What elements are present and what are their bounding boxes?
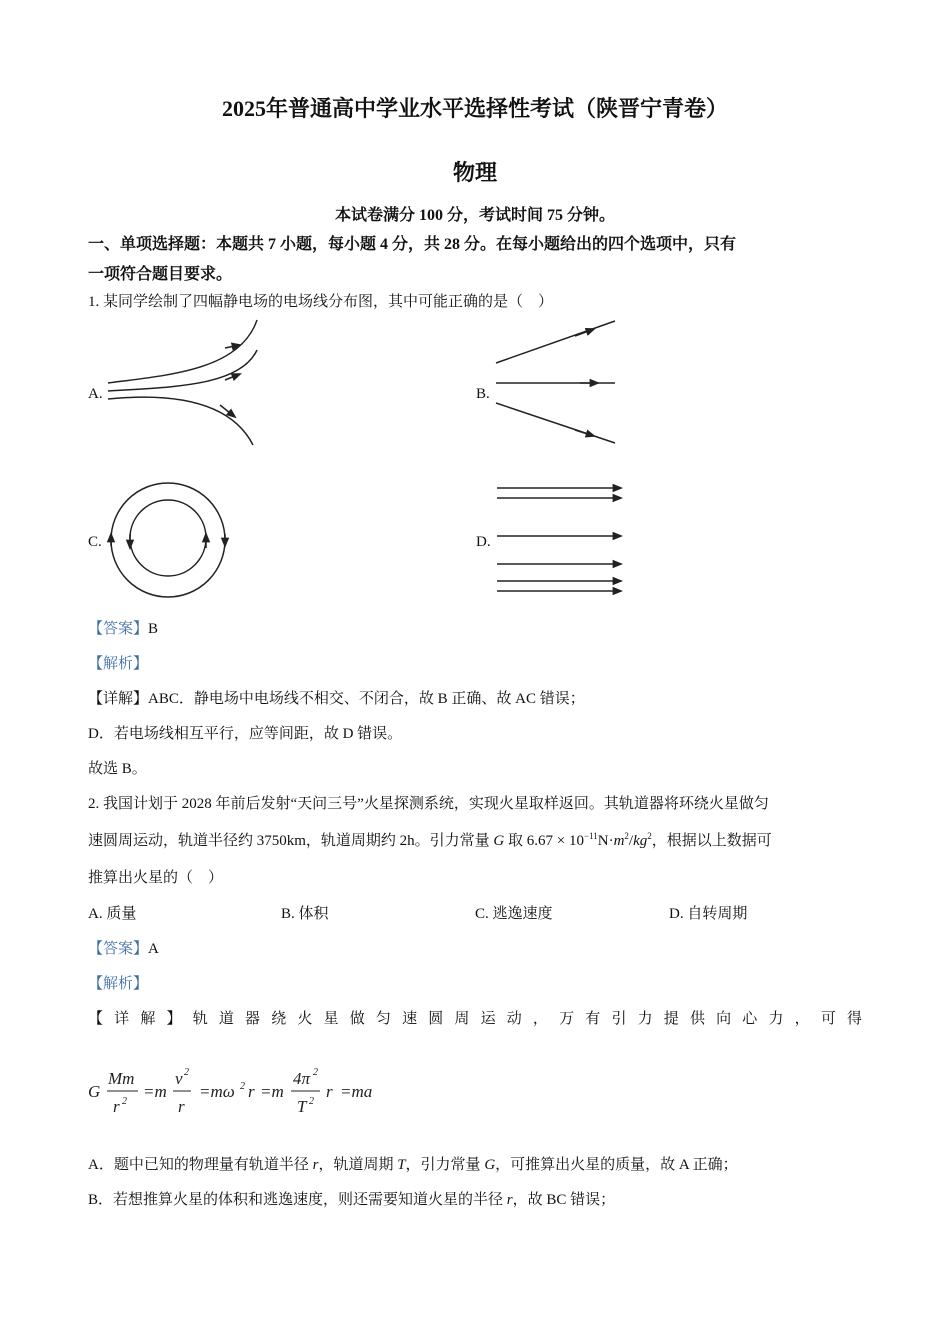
eq-G: G [88, 1082, 101, 1101]
q1-option-d-label: D. [476, 534, 491, 550]
figure-d-field-lines [495, 478, 630, 603]
eq-r-den: r [178, 1097, 185, 1116]
q2-answer-tag: 【答案】 [88, 941, 149, 957]
q2-stem-line3: 推算出火星的（ ） [88, 870, 224, 886]
figure-c-field-lines [105, 478, 235, 603]
q2-unit-slash: / [628, 833, 634, 849]
q2-line-b-1: B．若想推算火星的体积和逃逸速度，则还需要知道火星的半径 [88, 1192, 507, 1208]
q2-stem-line2 [88, 829, 772, 850]
eq-T-exp: 2 [309, 1096, 314, 1107]
q2-answer [88, 937, 159, 958]
q2-option-a: A. 质量 [88, 906, 137, 922]
eq-num: 4π [293, 1069, 311, 1088]
q2-stem-line2-part2: 取 6.67 × 10 [504, 833, 584, 849]
q2-stem-line1: 2. 我国计划于 2028 年前后发射“天问三号”火星探测系统，实现火星取样返回。其轨道器将环绕火星做匀 [88, 796, 769, 812]
section-heading-line1: 一、单项选择题：本题共 7 小题，每小题 4 分，共 28 分。在每小题给出的四个选项中，只有 [88, 236, 737, 253]
q2-equation [88, 1062, 388, 1122]
eq-r-last: r [326, 1082, 333, 1101]
q2-line-a-G: G [484, 1157, 496, 1173]
q2-unit-m: m [613, 833, 625, 849]
q2-unit-kg-exp: 2 [647, 831, 652, 841]
q2-line-a [88, 1153, 738, 1174]
q1-option-c-label: C. [88, 534, 102, 550]
q2-line-a-T: T [397, 1157, 406, 1173]
q1-line-d: D．若电场线相互平行，应等间距，故 D 错误。 [88, 726, 403, 742]
q2-stem-line2-part1: 速圆周运动，轨道半径约 3750km，轨道周期约 2h。引力常量 [88, 833, 494, 849]
exam-title: 2025年普通高中学业水平选择性考试（陕晋宁青卷） [221, 96, 728, 121]
eq-eq3: =m [260, 1082, 284, 1101]
eq-v-exp: 2 [184, 1067, 189, 1078]
q2-analysis-tag: 【解析】 [88, 976, 149, 992]
q2-line-a-4: ，可推算出火星的质量，故 A 正确； [495, 1157, 738, 1173]
eq-eq4: =ma [340, 1082, 373, 1101]
q1-conclusion: 故选 B。 [88, 761, 147, 777]
q2-option-c: C. 逃逸速度 [475, 906, 553, 922]
section-heading-line2: 一项符合题目要求。 [88, 266, 233, 283]
q1-detail [88, 687, 585, 708]
eq-eq1: =m [143, 1082, 167, 1101]
q1-option-b-label: B. [476, 386, 490, 402]
q1-answer [88, 617, 158, 638]
eq-r-after: r [248, 1082, 255, 1101]
eq-r2-exp: 2 [122, 1096, 127, 1107]
eq-omega-exp: 2 [240, 1081, 245, 1092]
q2-line-a-3: ，引力常量 [405, 1157, 485, 1173]
q2-line-a-r: r [312, 1157, 319, 1173]
q2-detail-line: 【详解】轨道器绕火星做匀速圆周运动，万有引力提供向心力，可得 [88, 1011, 863, 1027]
figure-b-field-lines [490, 315, 630, 450]
q2-answer-value: A [148, 941, 159, 957]
q1-answer-tag: 【答案】 [88, 621, 149, 637]
exam-info: 本试卷满分 100 分，考试时间 75 分钟。 [334, 207, 615, 224]
q2-line-a-1: A．题中已知的物理量有轨道半径 [88, 1157, 313, 1173]
q2-line-b-r: r [506, 1192, 513, 1208]
eq-T: T [297, 1097, 307, 1116]
figure-a-line-1 [108, 320, 257, 383]
q1-detail-text: ABC．静电场中电场线不相交、不闭合，故 B 正确、故 AC 错误； [148, 691, 585, 707]
q2-option-b: B. 体积 [281, 906, 329, 922]
q1-option-a-label: A. [88, 386, 103, 402]
q2-unit-m-exp: 2 [624, 831, 629, 841]
q2-unit-kg: kg [633, 833, 648, 849]
eq-num-exp: 2 [313, 1067, 318, 1078]
q2-line-b-2: ，故 BC 错误； [512, 1192, 616, 1208]
q2-line-b [88, 1188, 615, 1209]
eq-r: r [113, 1097, 120, 1116]
eq-v: v [175, 1069, 183, 1088]
q2-line-a-2: ，轨道周期 [318, 1157, 398, 1173]
q2-exponent: −11 [583, 831, 598, 841]
q1-detail-tag: 【详解】 [88, 691, 149, 707]
q2-g-symbol: G [493, 833, 505, 849]
figure-a-field-lines [100, 315, 270, 450]
subject-title: 物理 [452, 160, 497, 185]
q2-stem-line2-part3: ，根据以上数据可 [651, 833, 772, 849]
q1-answer-value: B [148, 621, 159, 637]
eq-eq2: =mω [199, 1082, 235, 1101]
q1-analysis-tag: 【解析】 [88, 656, 149, 672]
eq-Mm: Mm [108, 1069, 135, 1088]
q1-stem: 1. 某同学绘制了四幅静电场的电场线分布图，其中可能正确的是（ ） [88, 294, 554, 310]
q2-option-d: D. 自转周期 [669, 906, 748, 922]
q2-unit-n: N· [597, 833, 614, 849]
